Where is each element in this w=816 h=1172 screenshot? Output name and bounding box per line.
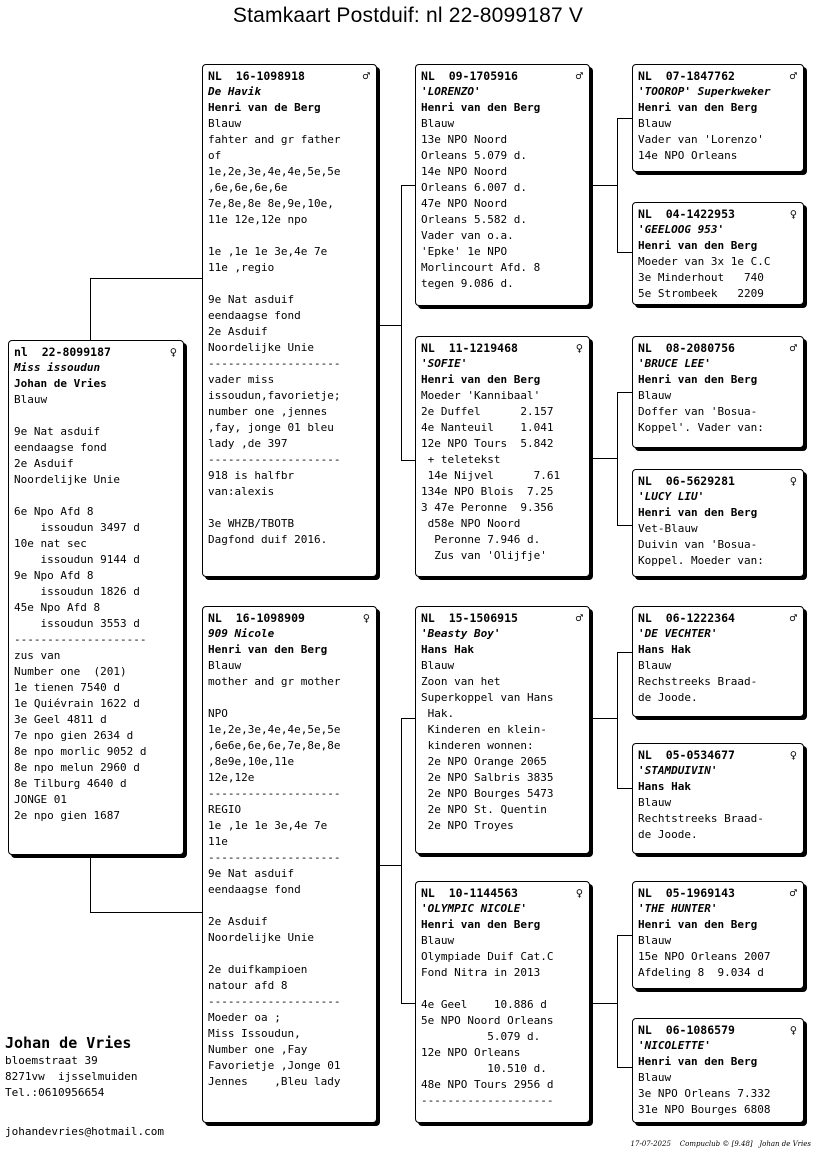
pedigree-card-mother[interactable] (202, 606, 377, 1123)
ring-number: NL 11-1219468 (421, 341, 518, 355)
owner-phone: Tel.:0610956654 (5, 1086, 105, 1099)
pigeon-name: 'GEELOOG 953' (638, 223, 725, 236)
breeder-name: Hans Hak (638, 780, 691, 793)
pigeon-color: Blauw (421, 117, 455, 130)
pedigree-card-fff[interactable] (632, 64, 804, 172)
pedigree-card-mmf[interactable] (632, 881, 804, 989)
pigeon-notes: Olympiade Duif Cat.C Fond Nitra in 2013 4e Geel 10.886 d 5e NPO Noord Orleans 5.079 d. 12e NPO Orleans 10.510 d. 48e NPO Tours 2956 d -------------------- (421, 950, 554, 1107)
breeder-name: Henri van den Berg (638, 101, 758, 114)
female-symbol-icon: ♀ (789, 748, 797, 762)
pigeon-name: 'STAMDUIVIN' (638, 764, 718, 777)
pigeon-color: Blauw (638, 796, 672, 809)
owner-email[interactable]: johandevries@hotmail.com (5, 1125, 164, 1138)
connector-line (377, 865, 401, 866)
breeder-name: Henri van de Berg (208, 101, 321, 114)
connector-line (617, 392, 618, 525)
male-symbol-icon: ♂ (575, 611, 583, 625)
breeder-name: Henri van den Berg (421, 918, 541, 931)
female-symbol-icon: ♀ (789, 474, 797, 488)
pigeon-name: 'LUCY LIU' (638, 490, 705, 503)
pigeon-notes: Moeder van 3x 1e C.C 3e Minderhout 740 5e Strombeek 2209 (638, 255, 771, 300)
ring-number: NL 15-1506915 (421, 611, 518, 625)
connector-line (90, 855, 91, 912)
pedigree-card-father[interactable] (202, 64, 377, 577)
pigeon-name: 'THE HUNTER' (638, 902, 718, 915)
pedigree-card-ff[interactable] (415, 64, 590, 306)
connector-line (590, 718, 617, 719)
pigeon-notes: Zoon van het Superkoppel van Hans Hak. Kinderen en klein- kinderen wonnen: 2e NPO Orange 2065 2e NPO Salbris 3835 2e NPO Bourges 5473 2e NPO St. Quentin 2e NPO Troyes (421, 675, 554, 832)
owner-city: 8271vw ijsselmuiden (5, 1070, 138, 1083)
pigeon-name: 'OLYMPIC NICOLE' (421, 902, 527, 915)
pigeon-notes: Vader van 'Lorenzo' 14e NPO Orleans (638, 133, 764, 162)
ring-number: nl 22-8099187 (14, 345, 111, 359)
pigeon-name: 'LORENZO' (421, 85, 481, 98)
connector-line (90, 278, 91, 340)
pigeon-name: 'NICOLETTE' (638, 1039, 711, 1052)
pigeon-notes: Rechtstreeks Braad- de Joode. (638, 812, 764, 841)
pigeon-color: Blauw (638, 117, 672, 130)
connector-line (617, 392, 633, 393)
pigeon-notes: Moeder 'Kannibaal' 2e Duffel 2.157 4e Nanteuil 1.041 12e NPO Tours 5.842 + teletekst 14e Nijvel 7.61 134e NPO Blois 7.25 3 47e Peronne 9.356 d58e NPO Noord Peronne 7.946 d. Zus van 'Olijfje' (421, 389, 561, 562)
ring-number: NL 05-1969143 (638, 886, 735, 900)
pigeon-color: Blauw (638, 1071, 672, 1084)
pigeon-notes: 3e NPO Orleans 7.332 31e NPO Bourges 6808 (638, 1087, 771, 1116)
connector-line (617, 935, 633, 936)
connector-line (90, 278, 204, 279)
pigeon-color: Blauw (638, 934, 672, 947)
connector-line (617, 525, 633, 526)
female-symbol-icon: ♀ (789, 207, 797, 221)
pedigree-card-mmm[interactable] (632, 1018, 804, 1123)
pigeon-notes: 13e NPO Noord Orleans 5.079 d. 14e NPO Noord Orleans 6.007 d. 47e NPO Noord Orleans 5.582 d. Vader van o.a. 'Epke' 1e NPO Morlincourt Afd. 8 tegen 9.086 d. (421, 133, 541, 290)
connector-line (617, 788, 633, 789)
male-symbol-icon: ♂ (575, 69, 583, 83)
breeder-name: Henri van den Berg (638, 373, 758, 386)
connector-line (617, 652, 618, 788)
pigeon-color: Blauw (638, 389, 672, 402)
pigeon-notes: Rechstreeks Braad- de Joode. (638, 675, 758, 704)
pedigree-card-mf[interactable] (415, 606, 590, 854)
ring-number: NL 08-2080756 (638, 341, 735, 355)
pigeon-name: 909 Nicole (208, 627, 275, 640)
pigeon-name: Miss issoudun (14, 361, 101, 374)
female-symbol-icon: ♀ (169, 345, 177, 359)
connector-line (617, 118, 633, 119)
ring-number: NL 10-1144563 (421, 886, 518, 900)
pigeon-color: Vet-Blauw (638, 522, 698, 535)
pedigree-card-mfm[interactable] (632, 743, 804, 854)
pigeon-notes: Doffer van 'Bosua- Koppel'. Vader van: (638, 405, 764, 434)
connector-line (590, 458, 617, 459)
pigeon-notes: mother and gr mother NPO 1e,2e,3e,4e,4e,5e,5e ,6e6e,6e,6e,7e,8e,8e ,8e9e,10e,11e 12e,12e -------------------- REGIO 1e ,1e 1e 3e,4e 7e 11e -------------------- 9e Nat asduif eendaagse fond 2e Asduif Noordelijke Unie 2e duifkampioen natour afd 8 -------------------- Moeder oa ; Miss Issoudun, Number one ,Fay Favorietje ,Jonge 01 Jennes ,Bleu lady (208, 675, 341, 1088)
female-symbol-icon: ♀ (789, 1023, 797, 1037)
ring-number: NL 09-1705916 (421, 69, 518, 83)
female-symbol-icon: ♀ (362, 611, 370, 625)
connector-line (617, 252, 633, 253)
owner-name: Johan de Vries (5, 1034, 132, 1052)
pigeon-name: 'DE VECHTER' (638, 627, 718, 640)
breeder-name: Hans Hak (638, 643, 691, 656)
breeder-name: Henri van den Berg (638, 506, 758, 519)
connector-line (401, 185, 402, 460)
connector-line (590, 1003, 617, 1004)
page-title: Stamkaart Postduif: nl 22-8099187 V (232, 4, 584, 27)
pigeon-name: 'SOFIE' (421, 357, 468, 370)
pigeon-color: Blauw (421, 659, 455, 672)
ring-number: NL 06-5629281 (638, 474, 735, 488)
footer-credits: 17-07-2025 Compuclub © [9.48] Johan de Vries (630, 1140, 811, 1148)
breeder-name: Henri van den Berg (638, 1055, 758, 1068)
pedigree-card-main[interactable] (8, 340, 184, 855)
owner-contact (5, 1033, 137, 1101)
pedigree-card-mm[interactable] (415, 881, 590, 1123)
connector-line (617, 1067, 633, 1068)
connector-line (377, 325, 401, 326)
ring-number: NL 04-1422953 (638, 207, 735, 221)
breeder-name: Henri van den Berg (421, 373, 541, 386)
pigeon-color: Blauw (638, 659, 672, 672)
pigeon-color: Blauw (421, 934, 455, 947)
pigeon-color: Blauw (208, 117, 242, 130)
male-symbol-icon: ♂ (789, 341, 797, 355)
female-symbol-icon: ♀ (575, 886, 583, 900)
female-symbol-icon: ♀ (575, 341, 583, 355)
breeder-name: Henri van den Berg (421, 101, 541, 114)
connector-line (590, 185, 617, 186)
connector-line (617, 118, 618, 252)
pedigree-card-fmm[interactable] (632, 469, 804, 577)
breeder-name: Johan de Vries (14, 377, 107, 390)
pigeon-color: Blauw (208, 659, 242, 672)
breeder-name: Henri van den Berg (638, 239, 758, 252)
male-symbol-icon: ♂ (789, 69, 797, 83)
pigeon-color: Blauw (14, 393, 48, 406)
breeder-name: Hans Hak (421, 643, 474, 656)
pigeon-notes: 9e Nat asduif eendaagse fond 2e Asduif Noordelijke Unie 6e Npo Afd 8 issoudun 3497 d 10e nat sec issoudun 9144 d 9e Npo Afd 8 issoudun 1826 d 45e Npo Afd 8 issoudun 3553 d -------------------- zus van Number one (201) 1e tienen 7540 d 1e Quiévrain 1622 d 3e Geel 4811 d 7e npo gien 2634 d 8e npo morlic 9052 d 8e npo melun 2960 d 8e Tilburg 4640 d JONGE 01 2e npo gien 1687 (14, 425, 147, 822)
male-symbol-icon: ♂ (789, 886, 797, 900)
breeder-name: Henri van den Berg (208, 643, 328, 656)
ring-number: NL 06-1086579 (638, 1023, 735, 1037)
pigeon-name: 'TOOROP' Superkweker (638, 85, 771, 98)
connector-line (617, 935, 618, 1067)
pedigree-card-mff[interactable] (632, 606, 804, 717)
ring-number: NL 06-1222364 (638, 611, 735, 625)
male-symbol-icon: ♂ (362, 69, 370, 83)
pedigree-card-ffm[interactable] (632, 202, 804, 305)
ring-number: NL 05-0534677 (638, 748, 735, 762)
breeder-name: Henri van den Berg (638, 918, 758, 931)
pigeon-name: 'BRUCE LEE' (638, 357, 711, 370)
ring-number: NL 07-1847762 (638, 69, 735, 83)
male-symbol-icon: ♂ (789, 611, 797, 625)
pigeon-notes: fahter and gr father of 1e,2e,3e,4e,4e,5e,5e ,6e,6e,6e,6e 7e,8e,8e 8e,9e,10e, 11e 12e,12e npo 1e ,1e 1e 3e,4e 7e 11e ,regio 9e Nat asduif eendaagse fond 2e Asduif Noordelijke Unie -------------------- vader miss issoudun,favorietje; number one ,jennes ,fay, jonge 01 bleu lady ,de 397 -------------------- 918 is halfbr van:alexis 3e WHZB/TBOTB Dagfond duif 2016. (208, 133, 341, 546)
connector-line (617, 652, 633, 653)
pigeon-name: De Havik (208, 85, 261, 98)
connector-line (90, 912, 204, 913)
pedigree-card-fm[interactable] (415, 336, 590, 577)
pigeon-notes: Duivin van 'Bosua- Koppel. Moeder van: (638, 538, 764, 567)
pigeon-name: 'Beasty Boy' (421, 627, 501, 640)
pedigree-card-fmf[interactable] (632, 336, 804, 448)
ring-number: NL 16-1098909 (208, 611, 305, 625)
connector-line (401, 718, 402, 1003)
pigeon-notes: 15e NPO Orleans 2007 Afdeling 8 9.034 d (638, 950, 771, 979)
ring-number: NL 16-1098918 (208, 69, 305, 83)
owner-street: bloemstraat 39 (5, 1054, 98, 1067)
